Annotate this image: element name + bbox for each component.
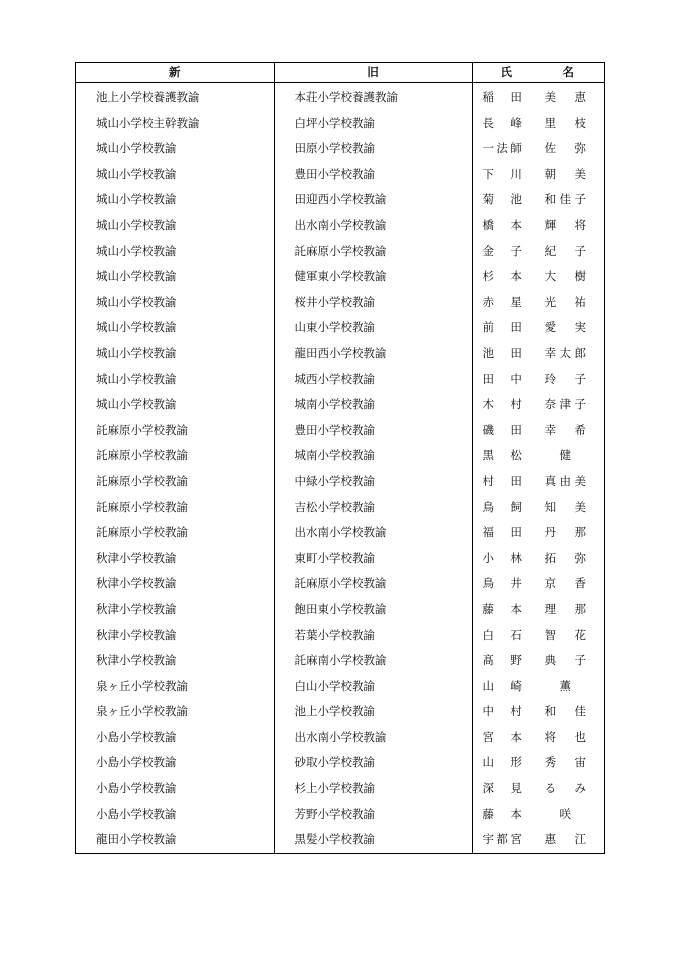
cell-new-position — [76, 111, 274, 137]
new-position-text: 城山小学校教諭 — [96, 166, 177, 181]
surname: 前 田 — [482, 320, 522, 335]
cell-old-position — [274, 418, 472, 444]
cell-person-name — [472, 111, 604, 137]
old-position-text: 出水南小学校教諭 — [294, 729, 387, 744]
given-name: 薫 — [559, 678, 572, 693]
old-position-text: 豊田小学校教諭 — [294, 166, 375, 181]
surname: 黒 松 — [482, 448, 522, 463]
table-row — [76, 469, 604, 495]
cell-new-position — [76, 315, 274, 341]
given-name: 惠 江 — [544, 832, 586, 847]
new-position-text: 秋津小学校教諭 — [96, 601, 177, 616]
old-position-text: 健軍東小学校教諭 — [294, 269, 387, 284]
given-name: 佐 弥 — [544, 141, 586, 156]
cell-new-position — [76, 725, 274, 751]
surname: 金 子 — [482, 243, 522, 258]
cell-old-position — [274, 622, 472, 648]
given-name: 朝 美 — [544, 166, 586, 181]
table-row — [76, 162, 604, 188]
cell-new-position — [76, 750, 274, 776]
given-name: 奈 津 子 — [544, 397, 586, 412]
new-position-text: 託麻原小学校教諭 — [96, 422, 188, 437]
table-body — [76, 83, 604, 853]
given-name: 理 那 — [544, 601, 586, 616]
cell-person-name — [472, 418, 604, 444]
table-row — [76, 597, 604, 623]
cell-new-position — [76, 290, 274, 316]
old-position-text: 白坪小学校教諭 — [294, 115, 375, 130]
table-row — [76, 315, 604, 341]
cell-old-position — [274, 111, 472, 137]
new-position-text: 泉ヶ丘小学校教諭 — [96, 704, 188, 719]
old-position-text: 黒髪小学校教諭 — [294, 832, 375, 847]
cell-person-name — [472, 239, 604, 265]
old-position-text: 本荘小学校養護教諭 — [294, 90, 398, 105]
given-name: 知 美 — [544, 499, 586, 514]
cell-person-name — [472, 725, 604, 751]
old-position-text: 若葉小学校教諭 — [294, 627, 375, 642]
cell-old-position — [274, 699, 472, 725]
new-position-text: 託麻原小学校教諭 — [96, 499, 188, 514]
table-row — [76, 341, 604, 367]
cell-old-position — [274, 290, 472, 316]
table-row — [76, 264, 604, 290]
table-row — [76, 187, 604, 213]
cell-person-name — [472, 776, 604, 802]
cell-old-position — [274, 750, 472, 776]
cell-old-position — [274, 674, 472, 700]
cell-person-name — [472, 136, 604, 162]
old-position-text: 田迎西小学校教諭 — [294, 192, 387, 207]
new-position-text: 城山小学校教諭 — [96, 243, 177, 258]
cell-new-position — [76, 392, 274, 418]
cell-new-position — [76, 341, 274, 367]
cell-new-position — [76, 264, 274, 290]
given-name: 咲 — [559, 806, 572, 821]
new-position-text: 城山小学校教諭 — [96, 218, 177, 233]
given-name: 典 子 — [544, 653, 586, 668]
cell-person-name — [472, 290, 604, 316]
cell-person-name — [472, 213, 604, 239]
given-name: 愛 実 — [544, 320, 586, 335]
old-position-text: 桜井小学校教諭 — [294, 294, 375, 309]
cell-old-position — [274, 546, 472, 572]
cell-old-position — [274, 264, 472, 290]
cell-old-position — [274, 802, 472, 828]
cell-person-name — [472, 367, 604, 393]
surname: 藤 本 — [482, 806, 522, 821]
surname: 池 田 — [482, 345, 522, 360]
surname: 白 石 — [482, 627, 522, 642]
surname: 長 峰 — [482, 115, 522, 130]
given-name: 光 祐 — [544, 294, 586, 309]
surname: 橋 本 — [482, 218, 522, 233]
new-position-text: 小島小学校教諭 — [96, 729, 177, 744]
new-position-text: 城山小学校教諭 — [96, 294, 177, 309]
given-name: 真 由 美 — [544, 473, 586, 488]
new-position-text: 秋津小学校教諭 — [96, 576, 177, 591]
old-position-text: 飽田東小学校教諭 — [294, 601, 387, 616]
given-name: 幸 太 郎 — [544, 345, 586, 360]
cell-person-name — [472, 162, 604, 188]
table-row — [76, 213, 604, 239]
table-row — [76, 418, 604, 444]
cell-new-position — [76, 469, 274, 495]
table-header-row — [76, 63, 604, 83]
surname: 藤 本 — [482, 601, 522, 616]
cell-new-position — [76, 622, 274, 648]
cell-new-position — [76, 674, 274, 700]
surname: 福 田 — [482, 525, 522, 540]
cell-new-position — [76, 443, 274, 469]
new-position-text: 小島小学校教諭 — [96, 755, 177, 770]
surname: 宇 都 宮 — [482, 832, 522, 847]
cell-old-position — [274, 136, 472, 162]
old-position-text: 城南小学校教諭 — [294, 448, 375, 463]
given-name: 和 佳 子 — [544, 192, 586, 207]
new-position-text: 泉ヶ丘小学校教諭 — [96, 678, 188, 693]
new-position-text: 託麻原小学校教諭 — [96, 525, 188, 540]
old-position-text: 出水南小学校教諭 — [294, 218, 387, 233]
table-row — [76, 648, 604, 674]
given-name: 和 佳 — [544, 704, 586, 719]
surname: 木 村 — [482, 397, 522, 412]
cell-new-position — [76, 827, 274, 853]
surname: 宮 本 — [482, 729, 522, 744]
cell-person-name — [472, 469, 604, 495]
surname: 山 崎 — [482, 678, 522, 693]
cell-new-position — [76, 239, 274, 265]
surname: 山 形 — [482, 755, 522, 770]
cell-old-position — [274, 571, 472, 597]
given-name: 京 香 — [544, 576, 586, 591]
old-position-text: 杉上小学校教諭 — [294, 781, 375, 796]
cell-old-position — [274, 341, 472, 367]
cell-new-position — [76, 418, 274, 444]
old-position-text: 白山小学校教諭 — [294, 678, 375, 693]
new-position-text: 小島小学校教諭 — [96, 781, 177, 796]
cell-old-position — [274, 597, 472, 623]
cell-new-position — [76, 571, 274, 597]
cell-old-position — [274, 648, 472, 674]
cell-person-name — [472, 83, 604, 111]
cell-person-name — [472, 699, 604, 725]
old-position-text: 託麻原小学校教諭 — [294, 243, 387, 258]
table-row — [76, 239, 604, 265]
cell-new-position — [76, 648, 274, 674]
table-row — [76, 83, 604, 111]
table-row — [76, 520, 604, 546]
new-position-text: 城山小学校教諭 — [96, 371, 177, 386]
surname: 小 林 — [482, 550, 522, 565]
given-name: 大 樹 — [544, 269, 586, 284]
given-name: 玲 子 — [544, 371, 586, 386]
new-position-text: 城山小学校教諭 — [96, 269, 177, 284]
table-row — [76, 495, 604, 521]
surname: 磯 田 — [482, 422, 522, 437]
cell-new-position — [76, 520, 274, 546]
cell-new-position — [76, 597, 274, 623]
cell-old-position — [274, 469, 472, 495]
new-position-text: 城山小学校教諭 — [96, 192, 177, 207]
given-name: 輝 将 — [544, 218, 586, 233]
surname: 田 中 — [482, 371, 522, 386]
table-row — [76, 827, 604, 853]
old-position-text: 砂取小学校教諭 — [294, 755, 375, 770]
cell-new-position — [76, 162, 274, 188]
header-name-left: 氏 — [500, 64, 512, 79]
given-name: 拓 弥 — [544, 550, 586, 565]
table-row — [76, 776, 604, 802]
given-name: 秀 宙 — [544, 755, 586, 770]
old-position-text: 池上小学校教諭 — [294, 704, 375, 719]
surname: 下 川 — [482, 166, 522, 181]
surname: 髙 野 — [482, 653, 522, 668]
personnel-table-frame — [75, 62, 605, 854]
cell-person-name — [472, 546, 604, 572]
table-row — [76, 571, 604, 597]
given-name: 智 花 — [544, 627, 586, 642]
old-position-text: 田原小学校教諭 — [294, 141, 375, 156]
header-name-right: 名 — [562, 64, 574, 79]
old-position-text: 託麻原小学校教諭 — [294, 576, 387, 591]
given-name: 将 也 — [544, 729, 586, 744]
cell-person-name — [472, 674, 604, 700]
old-position-text: 城西小学校教諭 — [294, 371, 375, 386]
cell-old-position — [274, 162, 472, 188]
cell-new-position — [76, 136, 274, 162]
cell-person-name — [472, 827, 604, 853]
cell-person-name — [472, 597, 604, 623]
table-row — [76, 674, 604, 700]
old-position-text: 東町小学校教諭 — [294, 550, 375, 565]
new-position-text: 託麻原小学校教諭 — [96, 473, 188, 488]
new-position-text: 託麻原小学校教諭 — [96, 448, 188, 463]
cell-old-position — [274, 83, 472, 111]
new-position-text: 城山小学校教諭 — [96, 345, 177, 360]
table-row — [76, 136, 604, 162]
table-row — [76, 290, 604, 316]
cell-new-position — [76, 187, 274, 213]
surname: 菊 池 — [482, 192, 522, 207]
table-row — [76, 750, 604, 776]
old-position-text: 出水南小学校教諭 — [294, 525, 387, 540]
given-name: 丹 那 — [544, 525, 586, 540]
given-name: 幸 希 — [544, 422, 586, 437]
cell-person-name — [472, 495, 604, 521]
old-position-text: 芳野小学校教諭 — [294, 806, 375, 821]
cell-new-position — [76, 802, 274, 828]
cell-old-position — [274, 315, 472, 341]
cell-old-position — [274, 443, 472, 469]
cell-old-position — [274, 213, 472, 239]
surname: 杉 本 — [482, 269, 522, 284]
table-row — [76, 111, 604, 137]
given-name: 里 枝 — [544, 115, 586, 130]
cell-new-position — [76, 213, 274, 239]
new-position-text: 秋津小学校教諭 — [96, 550, 177, 565]
old-position-text: 豊田小学校教諭 — [294, 422, 375, 437]
new-position-text: 城山小学校主幹教諭 — [96, 115, 200, 130]
cell-person-name — [472, 341, 604, 367]
new-position-text: 池上小学校養護教諭 — [96, 90, 200, 105]
cell-person-name — [472, 392, 604, 418]
table-row — [76, 443, 604, 469]
cell-new-position — [76, 367, 274, 393]
cell-person-name — [472, 264, 604, 290]
table-row — [76, 367, 604, 393]
old-position-text: 山東小学校教諭 — [294, 320, 375, 335]
new-position-text: 小島小学校教諭 — [96, 806, 177, 821]
cell-person-name — [472, 443, 604, 469]
cell-old-position — [274, 776, 472, 802]
cell-old-position — [274, 392, 472, 418]
header-old: 旧 — [274, 63, 472, 83]
cell-person-name — [472, 648, 604, 674]
old-position-text: 中緑小学校教諭 — [294, 473, 375, 488]
header-new: 新 — [76, 63, 274, 83]
cell-person-name — [472, 520, 604, 546]
surname: 村 田 — [482, 473, 522, 488]
surname: 稲 田 — [482, 90, 522, 105]
old-position-text: 城南小学校教諭 — [294, 397, 375, 412]
cell-old-position — [274, 725, 472, 751]
cell-new-position — [76, 776, 274, 802]
old-position-text: 龍田西小学校教諭 — [294, 345, 387, 360]
new-position-text: 秋津小学校教諭 — [96, 653, 177, 668]
cell-old-position — [274, 239, 472, 265]
cell-old-position — [274, 187, 472, 213]
old-position-text: 託麻南小学校教諭 — [294, 653, 387, 668]
cell-old-position — [274, 495, 472, 521]
table-row — [76, 725, 604, 751]
cell-new-position — [76, 495, 274, 521]
table-row — [76, 802, 604, 828]
table-row — [76, 622, 604, 648]
new-position-text: 秋津小学校教諭 — [96, 627, 177, 642]
cell-old-position — [274, 520, 472, 546]
cell-new-position — [76, 699, 274, 725]
surname: 赤 星 — [482, 294, 522, 309]
cell-person-name — [472, 802, 604, 828]
surname: 深 見 — [482, 781, 522, 796]
new-position-text: 龍田小学校教諭 — [96, 832, 177, 847]
cell-person-name — [472, 187, 604, 213]
surname: 鳥 井 — [482, 576, 522, 591]
cell-old-position — [274, 367, 472, 393]
table-row — [76, 699, 604, 725]
personnel-transfer-table — [76, 63, 604, 853]
cell-person-name — [472, 622, 604, 648]
cell-old-position — [274, 827, 472, 853]
table-row — [76, 392, 604, 418]
given-name: 美 恵 — [544, 90, 586, 105]
given-name: 健 — [559, 448, 572, 463]
surname: 鳥 飼 — [482, 499, 522, 514]
cell-person-name — [472, 315, 604, 341]
new-position-text: 城山小学校教諭 — [96, 320, 177, 335]
given-name: 紀 子 — [544, 243, 586, 258]
table-row — [76, 546, 604, 572]
cell-new-position — [76, 546, 274, 572]
header-name — [472, 63, 604, 83]
cell-person-name — [472, 571, 604, 597]
new-position-text: 城山小学校教諭 — [96, 141, 177, 156]
new-position-text: 城山小学校教諭 — [96, 397, 177, 412]
surname: 一 法 師 — [482, 141, 522, 156]
given-name: る み — [544, 781, 586, 796]
surname: 中 村 — [482, 704, 522, 719]
cell-person-name — [472, 750, 604, 776]
cell-new-position — [76, 83, 274, 111]
old-position-text: 吉松小学校教諭 — [294, 499, 375, 514]
